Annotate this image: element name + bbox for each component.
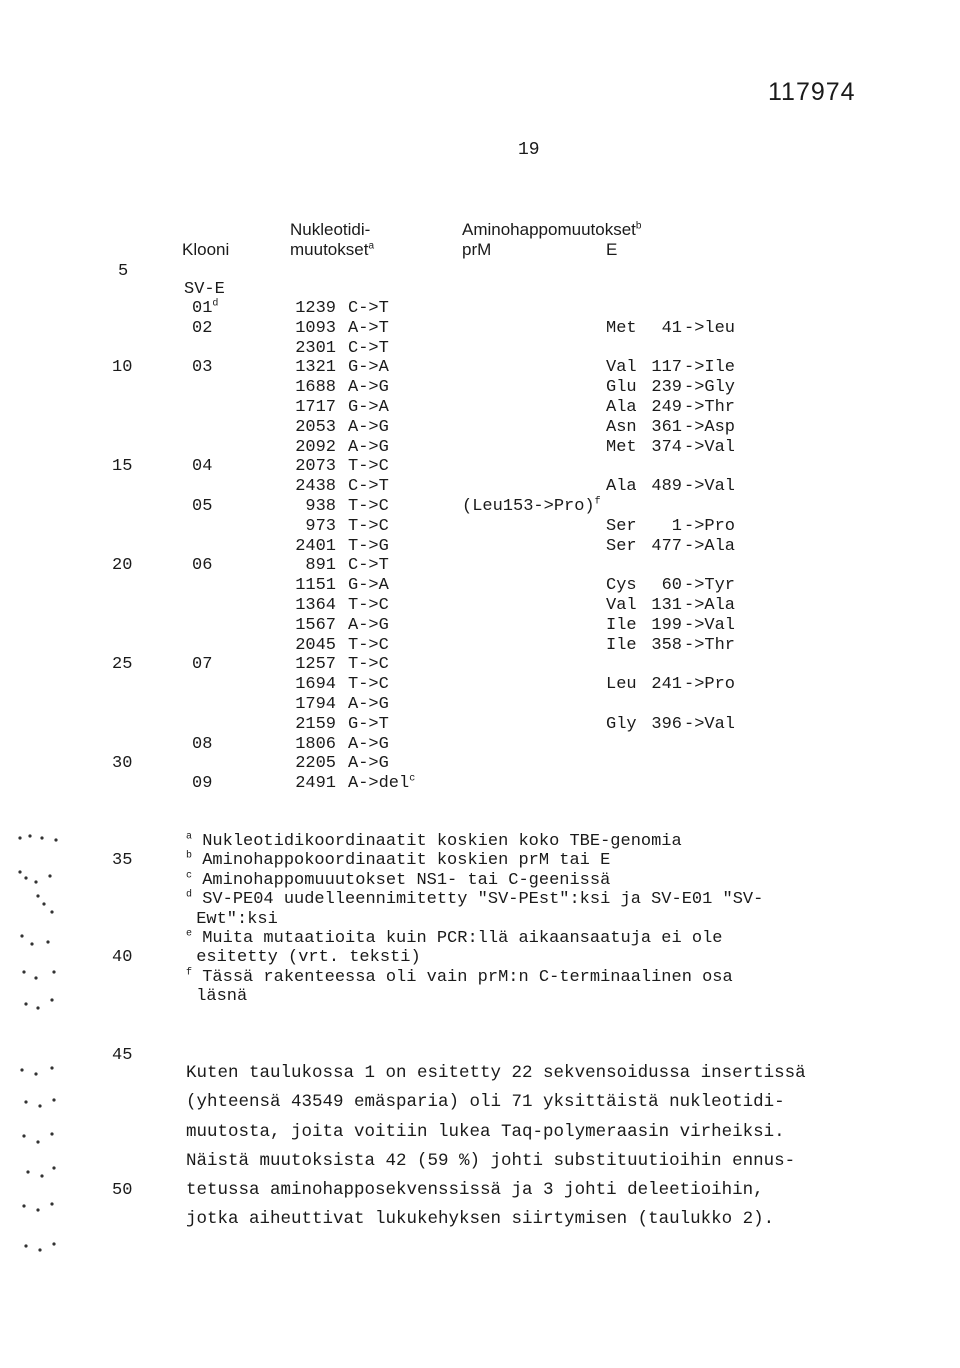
clone-id: 01$^d$ [192,298,219,318]
footnote-marker: e [186,928,193,940]
footnote-text [186,929,723,949]
line-number: 15 [112,457,133,477]
paragraph-text: Kuten taulukossa 1 on esitetty 22 sekvensoidussa insertissä [186,1063,806,1083]
footnote-marker: d [186,889,193,901]
clone-id: 05 [192,496,213,516]
nucleotide-position: 1567 [295,615,336,635]
paragraph-line [0,1064,960,1093]
residue: Leu [606,675,637,695]
footnote-text [186,968,733,988]
paragraph-text: tetussa aminohapposekvenssissä ja 3 johti deleetioihin, [186,1180,764,1201]
footnote-marker: f [594,496,601,508]
line-number: 45 [112,1046,133,1065]
footnote-text [186,890,763,910]
footnote-text [186,910,278,930]
footnote-body: Aminohappokoordinaatit koskien prM tai E [202,851,611,871]
aminoacid-change: ->Tyr [684,576,736,596]
nucleotide-change: A->T [348,318,389,338]
paragraph-line [0,1210,960,1239]
table-row [0,477,960,497]
nucleotide-change: C->T [348,477,389,497]
footnote-marker: a [186,831,193,843]
footnote-body: Tässä rakenteessa oli vain prM:n C-terminaalinen osa [202,967,733,987]
aminoacid-position: 374 [651,437,682,457]
aminoacid-change: ->Thr [684,635,736,655]
residue: Met [606,437,637,457]
table-row [0,537,960,557]
table-row [0,299,960,319]
nucleotide-position: 2073 [295,457,336,477]
aminoacid-change: ->Pro [684,675,736,695]
aminoacid-change: ->Val [684,437,736,457]
aminoacid-position: 117 [651,358,682,378]
table-row [0,517,960,537]
column-header-aminoacid: Aminohappomuutokset$^b$ [462,220,642,239]
nucleotide-change: A->G [348,417,389,437]
aminoacid-position: 477 [651,536,682,556]
nucleotide-position: 973 [305,516,336,536]
footnote [0,929,960,948]
footnote-body: läsnä [196,987,248,1007]
line-number: 20 [112,556,133,576]
line-number: 40 [112,948,133,968]
nucleotide-position: 891 [305,556,336,576]
footnotes [0,832,960,1007]
nucleotide-position: 1806 [295,734,336,754]
nucleotide-position: 2092 [295,437,336,457]
nucleotide-change: T->C [348,496,389,516]
nucleotide-change: T->C [348,516,389,536]
aminoacid-change: ->Gly [684,378,736,398]
nucleotide-change: A->G [348,437,389,457]
table-row [0,774,960,794]
footnote-marker: c [186,870,193,882]
footnote [0,968,960,987]
nucleotide-position: 2159 [295,714,336,734]
mutation-table [0,299,960,794]
paragraph-text: muutosta, joita voitiin lukea Taq-polymeraasin virheiksi. [186,1121,785,1142]
residue: Gly [606,714,637,734]
footnote [0,871,960,890]
nucleotide-change: G->A [348,358,389,378]
line-number: 50 [112,1181,133,1201]
table-row [0,378,960,398]
table-row [0,596,960,616]
clone-id: 03 [192,358,213,378]
page-number: 19 [518,140,540,160]
nucleotide-position: 2045 [295,635,336,655]
table-row [0,576,960,596]
nucleotide-change: C->T [348,338,389,358]
paragraph-line [0,1181,960,1210]
clone-id: 06 [192,556,213,576]
nucleotide-position: 938 [305,496,336,516]
nucleotide-position: 1688 [295,378,336,398]
aminoacid-position: 249 [651,397,682,417]
footnote-body: Nukleotidikoordinaatit koskien koko TBE-genomia [202,832,682,851]
residue: Ile [606,615,637,635]
table-row [0,319,960,339]
nucleotide-change: A->G [348,378,389,398]
nucleotide-change: T->C [348,655,389,675]
nucleotide-position: 1093 [295,318,336,338]
line-number: 35 [112,851,133,871]
nucleotide-position: 2205 [295,754,336,774]
aminoacid-change: ->Val [684,615,736,635]
nucleotide-position: 1364 [295,595,336,615]
aminoacid-change: ->Ile [684,358,736,378]
footnote [0,910,960,929]
nucleotide-position: 2053 [295,417,336,437]
nucleotide-change: T->G [348,536,389,556]
aminoacid-change: ->Ala [684,595,736,615]
nucleotide-change: A->G [348,694,389,714]
nucleotide-position: 1717 [295,397,336,417]
aminoacid-change: ->Thr [684,397,736,417]
table-row [0,497,960,517]
nucleotide-position: 1694 [295,675,336,695]
aminoacid-change: ->Pro [684,516,736,536]
aminoacid-change: ->Val [684,714,736,734]
table-row [0,754,960,774]
nucleotide-change: T->C [348,635,389,655]
footnote-body: SV-PE04 uudelleennimitetty "SV-PEst":ksi ja SV-E01 "SV- [202,890,764,910]
footnote-text [186,987,247,1007]
table-row [0,457,960,477]
residue: Cys [606,576,637,596]
aminoacid-position: 396 [651,714,682,734]
nucleotide-change: A->del$^c$ [348,773,416,794]
aminoacid-change: ->Ala [684,536,736,556]
clone-id: 02 [192,318,213,338]
footnote-text [186,871,610,891]
nucleotide-position: 2401 [295,536,336,556]
paragraph-line [0,1123,960,1152]
footnote-marker: c [409,773,416,785]
footnote-marker: f [186,967,193,979]
table-row [0,438,960,458]
table-row [0,418,960,438]
nucleotide-change: G->T [348,714,389,734]
aminoacid-position: 361 [651,417,682,437]
nucleotide-change: T->C [348,675,389,695]
footnote-body: Muita mutaatioita kuin PCR:llä aikaansaatuja ei ole [202,928,723,948]
clone-id: 09 [192,774,213,794]
footnote-body: esitetty (vrt. teksti) [196,948,421,968]
nucleotide-change: G->A [348,397,389,417]
footnote [0,987,960,1006]
table-row [0,398,960,418]
residue: Met [606,318,637,338]
column-header-nucleotide: Nukleotidi- [290,220,371,239]
residue: Val [606,358,637,378]
paragraph-line [0,1152,960,1181]
footnote-body: Ewt":ksi [196,909,278,929]
table-row [0,616,960,636]
table-row [0,556,960,576]
nucleotide-position: 1794 [295,694,336,714]
paragraph-text: Näistä muutoksista 42 (59 %) johti substituutioihin ennus- [186,1150,796,1171]
footnote-marker: b [186,850,193,862]
prm-change: (Leu153->Pro)$^f$ [462,496,601,516]
line-number: 25 [112,655,133,675]
aminoacid-position: 358 [651,635,682,655]
aminoacid-position: 60 [661,576,682,596]
aminoacid-change: ->Asp [684,417,736,437]
table-row [0,715,960,735]
paragraph-text: jotka aiheuttivat lukukehyksen siirtymisen (taulukko 2). [186,1209,775,1230]
aminoacid-position: 131 [651,595,682,615]
paragraph-line [0,1093,960,1122]
line-number: 5 [118,262,129,281]
patent-number: 117974 [768,78,856,106]
nucleotide-change: T->C [348,595,389,615]
aminoacid-change: ->leu [684,318,736,338]
nucleotide-position: 2301 [295,338,336,358]
table-row [0,358,960,378]
clone-id: 04 [192,457,213,477]
nucleotide-change: G->A [348,576,389,596]
table-row [0,636,960,656]
clone-id: 07 [192,655,213,675]
aminoacid-change: ->Val [684,477,736,497]
residue: Ala [606,397,637,417]
column-header-nucleotide-line2: muutokset$^a$ [290,240,374,259]
table-row [0,695,960,715]
residue: Ser [606,536,637,556]
table-row [0,339,960,359]
footnote-text [186,948,421,968]
line-number: 10 [112,358,133,378]
nucleotide-change: T->C [348,457,389,477]
aminoacid-position: 41 [661,318,682,338]
column-header-e: E [606,240,618,259]
column-header-clone: Klooni [182,240,230,259]
nucleotide-position: 1239 [295,299,336,318]
footnote [0,890,960,909]
footnote [0,832,960,851]
table-row [0,675,960,695]
residue: Ala [606,477,637,497]
residue: Ser [606,516,637,536]
footnote-marker: d [212,298,219,310]
residue: Glu [606,378,637,398]
footnote-body: Aminohappomuuutokset NS1- tai C-geenissä [202,870,611,890]
margin-dots-decoration-lower [8,1064,68,1264]
residue: Asn [606,417,637,437]
footnote-text [186,832,682,852]
nucleotide-position: 1257 [295,655,336,675]
clone-id: 08 [192,734,213,754]
body-paragraph [0,1064,960,1240]
group-label: SV-E [184,280,225,299]
margin-dots-decoration [8,832,68,1022]
nucleotide-position: 2491 [295,774,336,794]
table-row [0,735,960,755]
footnote [0,851,960,870]
nucleotide-position: 1321 [295,358,336,378]
aminoacid-position: 199 [651,615,682,635]
nucleotide-change: A->G [348,754,389,774]
residue: Val [606,595,637,615]
aminoacid-position: 239 [651,378,682,398]
aminoacid-position: 241 [651,675,682,695]
footnote-text [186,851,610,871]
footnote [0,948,960,967]
nucleotide-position: 2438 [295,477,336,497]
column-header-prm: prM [462,240,492,259]
nucleotide-position: 1151 [295,576,336,596]
table-row [0,655,960,675]
nucleotide-change: A->G [348,615,389,635]
nucleotide-change: A->G [348,734,389,754]
aminoacid-position: 1 [671,516,682,536]
line-number: 30 [112,754,133,774]
aminoacid-position: 489 [651,477,682,497]
nucleotide-change: C->T [348,299,389,318]
nucleotide-change: C->T [348,556,389,576]
residue: Ile [606,635,637,655]
paragraph-text: (yhteensä 43549 emäsparia) oli 71 yksittäistä nukleotidi- [186,1092,785,1113]
